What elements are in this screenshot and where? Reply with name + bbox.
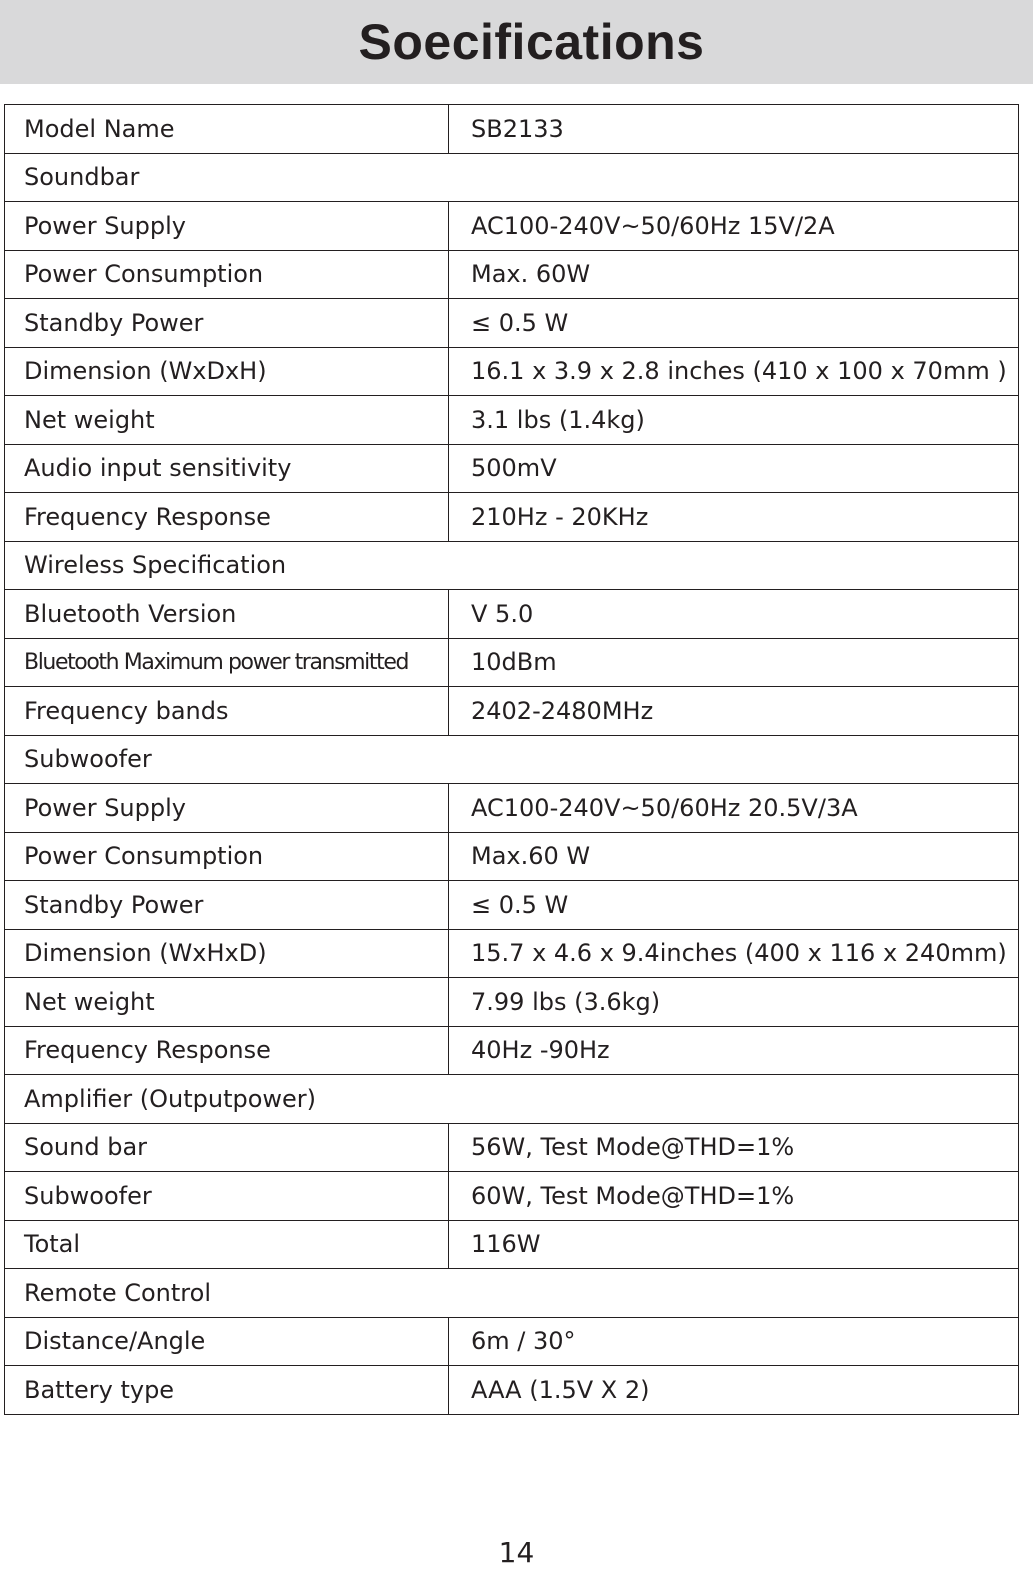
spec-label: Battery type <box>5 1366 449 1415</box>
spec-value: 3.1 lbs (1.4kg) <box>449 396 1019 445</box>
table-row <box>5 1366 1019 1415</box>
table-row <box>5 638 1019 687</box>
spec-value: Max. 60W <box>449 250 1019 299</box>
spec-label: Frequency Response <box>5 1026 449 1075</box>
spec-label: Dimension (WxHxD) <box>5 929 449 978</box>
table-row <box>5 590 1019 639</box>
section-header-row <box>5 735 1019 784</box>
spec-label: Net weight <box>5 396 449 445</box>
spec-label: Frequency Response <box>5 493 449 542</box>
spec-label: Standby Power <box>5 299 449 348</box>
spec-label: Power Consumption <box>5 250 449 299</box>
spec-value: V 5.0 <box>449 590 1019 639</box>
spec-label: Audio input sensitivity <box>5 444 449 493</box>
section-header: Remote Control <box>5 1269 1019 1318</box>
specifications-table <box>4 104 1019 1415</box>
spec-value: 116W <box>449 1220 1019 1269</box>
table-row <box>5 396 1019 445</box>
spec-label: Total <box>5 1220 449 1269</box>
spec-label: Distance/Angle <box>5 1317 449 1366</box>
spec-value: SB2133 <box>449 105 1019 154</box>
section-header: Amplifier (Outputpower) <box>5 1075 1019 1124</box>
spec-label: Subwoofer <box>5 1172 449 1221</box>
table-row <box>5 1026 1019 1075</box>
table-row <box>5 105 1019 154</box>
spec-value: 10dBm <box>449 638 1019 687</box>
table-row <box>5 444 1019 493</box>
table-row <box>5 881 1019 930</box>
spec-value: AAA (1.5V X 2) <box>449 1366 1019 1415</box>
spec-value: 60W, Test Mode@THD=1% <box>449 1172 1019 1221</box>
spec-value: 7.99 lbs (3.6kg) <box>449 978 1019 1027</box>
spec-label: Frequency bands <box>5 687 449 736</box>
table-row <box>5 784 1019 833</box>
table-row <box>5 347 1019 396</box>
page-number: 14 <box>498 1536 535 1569</box>
spec-label: Dimension (WxDxH) <box>5 347 449 396</box>
spec-label: Standby Power <box>5 881 449 930</box>
spec-label: Power Consumption <box>5 832 449 881</box>
spec-label: Sound bar <box>5 1123 449 1172</box>
spec-value: 16.1 x 3.9 x 2.8 inches (410 x 100 x 70mm ) <box>449 347 1019 396</box>
table-row <box>5 1317 1019 1366</box>
spec-value: 500mV <box>449 444 1019 493</box>
spec-label: Net weight <box>5 978 449 1027</box>
section-header: Wireless Specification <box>5 541 1019 590</box>
table-row <box>5 250 1019 299</box>
section-header: Soundbar <box>5 153 1019 202</box>
spec-label: Power Supply <box>5 784 449 833</box>
spec-value: Max.60 W <box>449 832 1019 881</box>
spec-value: ≤ 0.5 W <box>449 299 1019 348</box>
spec-label: Bluetooth Version <box>5 590 449 639</box>
spec-value: AC100-240V~50/60Hz 20.5V/3A <box>449 784 1019 833</box>
table-row <box>5 1220 1019 1269</box>
spec-value: ≤ 0.5 W <box>449 881 1019 930</box>
section-header-row <box>5 541 1019 590</box>
table-row <box>5 1123 1019 1172</box>
spec-value: 40Hz -90Hz <box>449 1026 1019 1075</box>
spec-value: 2402-2480MHz <box>449 687 1019 736</box>
table-row <box>5 202 1019 251</box>
page-title: Soecifications <box>358 14 705 70</box>
table-row <box>5 687 1019 736</box>
spec-value: 56W, Test Mode@THD=1% <box>449 1123 1019 1172</box>
spec-value: 210Hz - 20KHz <box>449 493 1019 542</box>
spec-value: 6m / 30° <box>449 1317 1019 1366</box>
spec-value: AC100-240V~50/60Hz 15V/2A <box>449 202 1019 251</box>
spec-label: Bluetooth Maximum power transmitted <box>5 638 449 687</box>
table-row <box>5 1172 1019 1221</box>
table-row <box>5 929 1019 978</box>
section-header: Subwoofer <box>5 735 1019 784</box>
table-row <box>5 832 1019 881</box>
spec-value: 15.7 x 4.6 x 9.4inches (400 x 116 x 240mm) <box>449 929 1019 978</box>
section-header-row <box>5 153 1019 202</box>
section-header-row <box>5 1075 1019 1124</box>
page-header <box>0 0 1033 84</box>
spec-label: Power Supply <box>5 202 449 251</box>
section-header-row <box>5 1269 1019 1318</box>
table-row <box>5 493 1019 542</box>
table-row <box>5 299 1019 348</box>
spec-label: Model Name <box>5 105 449 154</box>
table-row <box>5 978 1019 1027</box>
